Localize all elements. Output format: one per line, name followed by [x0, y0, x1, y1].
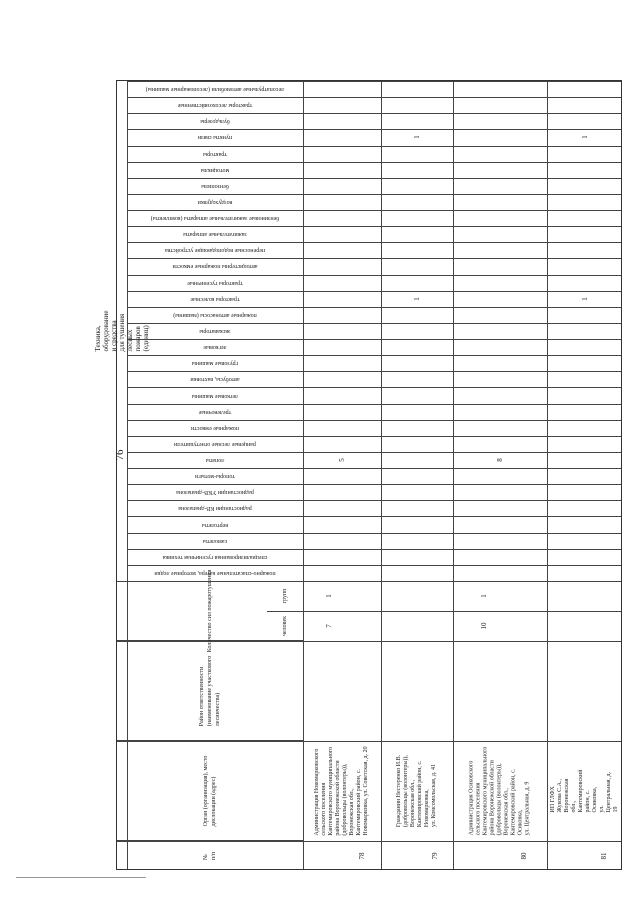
- column-separator: [117, 741, 621, 742]
- equipment-column-label: автобусы, вахтовки: [190, 376, 240, 383]
- equipment-column-header: [127, 404, 303, 420]
- equipment-column-label: лесопатрульные автомобили (лесопожарные машины): [145, 86, 285, 93]
- qty-groups-header: [267, 581, 303, 611]
- equipment-column-label: мотоциклы: [200, 166, 230, 173]
- equipment-column-header: [127, 194, 303, 210]
- equipment-column-header: [127, 500, 303, 516]
- equipment-column-label: воздуходувки: [197, 198, 233, 205]
- equipment-column-label: бульдозеры: [200, 118, 230, 125]
- equipment-column-label: радиостанции КВ-диапазона: [178, 505, 252, 512]
- equipment-column-header: [127, 258, 303, 274]
- equipment-column-label: тракторы лесохозяйственные: [177, 102, 253, 109]
- row-number: 81: [600, 852, 608, 860]
- equipment-column-header: [127, 371, 303, 387]
- equipment-column-header: [127, 291, 303, 307]
- row-groups: 1: [324, 594, 333, 598]
- equipment-column-header: [127, 355, 303, 371]
- equipment-column-header: [127, 97, 303, 113]
- equipment-column-label: грузовые машины: [191, 360, 239, 367]
- row-number: 80: [519, 852, 528, 860]
- equipment-column-label: пункты связи: [197, 134, 233, 141]
- equipment-group-header: [94, 81, 150, 581]
- equipment-column-header: [127, 420, 303, 436]
- num-header-cell: [117, 841, 303, 871]
- row-organization: Администрация Новомарковского сельского поселения Кантемировского муниципального района Воронежской области (добровольцы (волонтеры)), Воронежская обл., Кантемировский район, с. Новомарковка, ул. Советская, д. 20: [314, 746, 369, 836]
- district-label: Район ответственности (наименование участкового лесничества): [199, 655, 221, 726]
- row-separator: [453, 81, 454, 869]
- row-separator: [303, 81, 304, 869]
- equipment-column-label: самолеты: [202, 537, 228, 544]
- row-equipment-value: 1: [413, 135, 421, 140]
- rotated-table: [94, 80, 622, 870]
- row-people: 7: [324, 624, 333, 628]
- row-equipment-value: 1: [581, 135, 589, 140]
- equipment-column-header: [127, 162, 303, 178]
- row-separator: [381, 81, 382, 869]
- district-header-cell: [117, 641, 303, 741]
- equipment-column-label: тракторы: [203, 150, 227, 157]
- footer-rule: [16, 877, 146, 878]
- equipment-column-header: [127, 484, 303, 500]
- qty-groups-label: групп: [282, 588, 288, 604]
- equipment-column-label: зажигательные аппараты: [183, 231, 247, 238]
- equipment-column-header: [127, 516, 303, 532]
- equipment-column-label: легковые: [203, 344, 227, 351]
- equipment-column-header: [127, 113, 303, 129]
- row-equipment-value: 1: [413, 296, 421, 301]
- equipment-column-label: трелевочные: [198, 408, 232, 415]
- equipment-column-header: [127, 146, 303, 162]
- equipment-column-label: пожарно-спасательные катера, моторные лодки: [154, 569, 276, 576]
- equipment-column-label: тракторы гусеничные: [187, 279, 243, 286]
- column-separator: [117, 841, 621, 842]
- equipment-column-header: [127, 210, 303, 226]
- equipment-column-header: [127, 339, 303, 355]
- equipment-column-label: радиостанции УКВ-диапазона: [176, 489, 254, 496]
- row-number: 79: [431, 852, 439, 860]
- equipment-column-label: пожарные автонасосы (машины): [173, 311, 257, 318]
- page-number: 76: [114, 449, 126, 461]
- row-separator: [547, 81, 548, 869]
- equipment-column-header: [127, 307, 303, 323]
- row-people: 10: [480, 622, 489, 630]
- equipment-column-label: переносные водоподающие устройства: [164, 247, 266, 254]
- column-separator: [267, 611, 621, 612]
- equipment-column-label: лопаты: [205, 457, 225, 464]
- equipment-column-label: бензопилы: [201, 182, 229, 189]
- equipment-column-label: легковые машины: [191, 392, 239, 399]
- equipment-column-header: [127, 436, 303, 452]
- equipment-column-label: вертолеты: [201, 521, 229, 528]
- equipment-column-label: бензиновые зажигательные аппараты (комплекты): [150, 215, 280, 222]
- row-equipment-value: 8: [496, 458, 504, 462]
- row-organization: ИП ГЛФХ Жукова С.А., Воронежская обл., Кантемировский район, с. Осиковка, ул. Центральная, д. 19: [550, 769, 619, 813]
- equipment-column-label: автоцистерны пожарные емкости: [172, 263, 258, 270]
- equipment-column-header: [127, 565, 303, 581]
- row-organization: Администрация Осиковского сельского поселения Кантемировского муниципального района Воронежской области (добровольцы (волонтеры)), Воронежская обл., Кантемировский район, с. Осиковка, ул. Центральная, д. 9: [468, 746, 531, 836]
- row-organization: Гражданин Нестеренко И.В. (добровольцы (волонтеры)), Воронежская обл., Кантемировский район, с. Новомарковка, ул. Комсомольская, д. 41: [396, 754, 437, 828]
- qty-people-label: человек: [282, 615, 288, 637]
- equipment-column-header: [127, 533, 303, 549]
- equipment-column-header: [127, 81, 303, 97]
- equipment-column-header: [127, 178, 303, 194]
- row-equipment-value: 5: [338, 458, 346, 462]
- equipment-column-label: топоры-мотыги: [195, 473, 235, 480]
- column-separator: [117, 581, 621, 582]
- equipment-column-header: [127, 242, 303, 258]
- equipment-column-label: ранцевые лесные огнетушители: [174, 440, 256, 447]
- org-label: Орган (организация), место дислокации (адрес): [203, 755, 217, 826]
- equipment-column-label: специализированная гусеничная техника: [162, 553, 268, 560]
- equipment-column-header: [127, 226, 303, 242]
- equipment-group-label: Техника, оборудование и средства для тушения лесных пожаров (единиц): [94, 310, 150, 352]
- equipment-column-header: [127, 275, 303, 291]
- org-header-cell: [117, 741, 303, 841]
- equipment-column-label: тракторы колесные: [190, 295, 240, 302]
- equipment-column-header: [127, 387, 303, 403]
- equipment-column-label: пожарные емкости: [191, 424, 239, 431]
- row-equipment-value: 1: [581, 296, 589, 301]
- equipment-column-header: [127, 468, 303, 484]
- qty-group-label: Количество сил пожаротушения: [207, 569, 213, 652]
- row-number: 78: [357, 852, 366, 860]
- equipment-column-header: [127, 452, 303, 468]
- equipment-column-header: [127, 549, 303, 565]
- equipment-column-label: экскаваторы: [199, 327, 231, 334]
- equipment-column-header: [127, 323, 303, 339]
- column-separator: [117, 641, 621, 642]
- num-label: № п/п: [203, 851, 217, 861]
- qty-people-header: [267, 611, 303, 641]
- equipment-column-header: [127, 129, 303, 145]
- row-groups: 1: [480, 594, 489, 598]
